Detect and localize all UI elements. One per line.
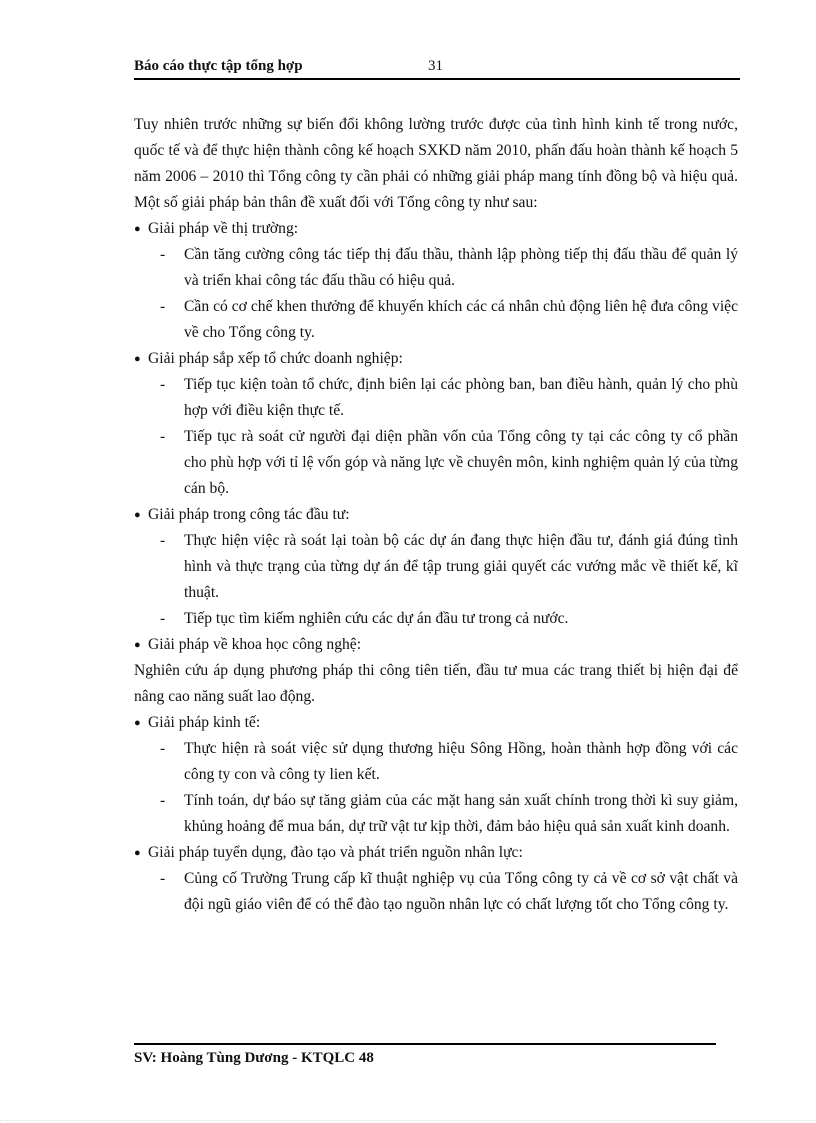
bullet-icon: ●	[134, 509, 141, 521]
list-item	[160, 606, 738, 632]
list-item-text: Tiếp tục kiện toàn tổ chức, định biên lại các phòng ban, ban điều hành, quản lý cho phù hợp với điều kiện thực tế.	[184, 376, 738, 419]
dash-marker: -	[160, 740, 166, 757]
section-heading-text: Giải pháp sắp xếp tổ chức doanh nghiệp:	[148, 350, 403, 367]
footer-divider	[134, 1043, 716, 1045]
dash-marker: -	[160, 298, 166, 315]
section-heading	[134, 710, 738, 736]
list-item-text: Tính toán, dự báo sự tăng giảm của các mặt hang sản xuất chính trong thời kì suy giảm, khủng hoảng để mua bán, dự trữ vật tư kịp thời, đảm bảo hiệu quả sản xuất kinh doanh.	[184, 792, 738, 835]
section-heading	[134, 502, 738, 528]
list-item-text: Củng cố Trường Trung cấp kĩ thuật nghiệp vụ của Tổng công ty cả về cơ sở vật chất và đội ngũ giáo viên để có thể đào tạo nguồn nhân lực có chất lượng tốt cho Tổng công ty.	[184, 870, 738, 913]
dash-marker: -	[160, 532, 166, 549]
bullet-icon: ●	[134, 717, 141, 729]
dash-marker: -	[160, 376, 166, 393]
list-item	[160, 788, 738, 840]
section-paragraph: Nghiên cứu áp dụng phương pháp thi công tiên tiến, đầu tư mua các trang thiết bị hiện đại để nâng cao năng suất lao động.	[134, 662, 738, 705]
dash-marker: -	[160, 246, 166, 263]
section-heading-text: Giải pháp tuyển dụng, đào tạo và phát triển nguồn nhân lực:	[148, 844, 523, 861]
list-item-text: Cần có cơ chế khen thưởng để khuyến khích các cá nhân chủ động liên hệ đưa công việc về cho Tổng công ty.	[184, 298, 738, 341]
list-item	[160, 528, 738, 606]
page-footer: SV: Hoàng Tùng Dương - KTQLC 48	[134, 1050, 374, 1066]
list-item	[160, 372, 738, 424]
section-heading	[134, 632, 738, 658]
section-heading-text: Giải pháp trong công tác đầu tư:	[148, 506, 350, 523]
list-item-text: Thực hiện việc rà soát lại toàn bộ các dự án đang thực hiện đầu tư, đánh giá đúng tình hình và thực trạng của từng dự án để tập trung giải quyết các vướng mắc về thiết kế, kĩ thuật.	[184, 532, 738, 601]
dash-marker: -	[160, 792, 166, 809]
section-heading-text: Giải pháp kinh tế:	[148, 714, 261, 731]
dash-marker: -	[160, 428, 166, 445]
page-edge-divider	[0, 1120, 816, 1121]
list-item-text: Cần tăng cường công tác tiếp thị đấu thầu, thành lập phòng tiếp thị đấu thầu để quản lý và triển khai công tác đấu thầu có hiệu quả.	[184, 246, 738, 289]
section-heading-text: Giải pháp về khoa học công nghệ:	[148, 636, 362, 653]
list-item	[160, 736, 738, 788]
page-header	[134, 58, 740, 80]
bullet-icon: ●	[134, 353, 141, 365]
bullet-icon: ●	[134, 639, 141, 651]
section-heading-text: Giải pháp về thị trường:	[148, 220, 299, 237]
page-number: 31	[428, 58, 443, 74]
dash-marker: -	[160, 870, 166, 887]
list-item-text: Thực hiện rà soát việc sử dụng thương hiệu Sông Hồng, hoàn thành hợp đồng với các công ty con và công ty lien kết.	[184, 740, 738, 783]
list-item	[160, 424, 738, 502]
section-heading	[134, 840, 738, 866]
list-item-text: Tiếp tục tìm kiếm nghiên cứu các dự án đầu tư trong cả nước.	[184, 610, 569, 627]
list-item-text: Tiếp tục rà soát cử người đại diện phần vốn của Tổng công ty tại các công ty cổ phần cho phù hợp với tỉ lệ vốn góp và năng lực về chuyên môn, kinh nghiệm quản lý của từng cán bộ.	[184, 428, 738, 497]
dash-marker: -	[160, 610, 166, 627]
intro-paragraph: Tuy nhiên trước những sự biến đổi không lường trước được của tình hình kinh tế trong nước, quốc tế và để thực hiện thành công kế hoạch SXKD năm 2010, phấn đấu hoàn thành kế hoạch 5 năm 2006 – 2010 thì Tổng công ty cần phải có những giải pháp mang tính đồng bộ và hiệu quả. Một số giải pháp bản thân đề xuất đối với Tổng công ty như sau:	[134, 116, 738, 211]
section-heading	[134, 216, 738, 242]
section-heading	[134, 346, 738, 372]
list-item	[160, 866, 738, 918]
list-item	[160, 294, 738, 346]
bullet-icon: ●	[134, 223, 141, 235]
bullet-icon: ●	[134, 847, 141, 859]
document-body	[134, 112, 738, 918]
list-item	[160, 242, 738, 294]
header-title: Báo cáo thực tập tổng hợp	[134, 58, 303, 74]
